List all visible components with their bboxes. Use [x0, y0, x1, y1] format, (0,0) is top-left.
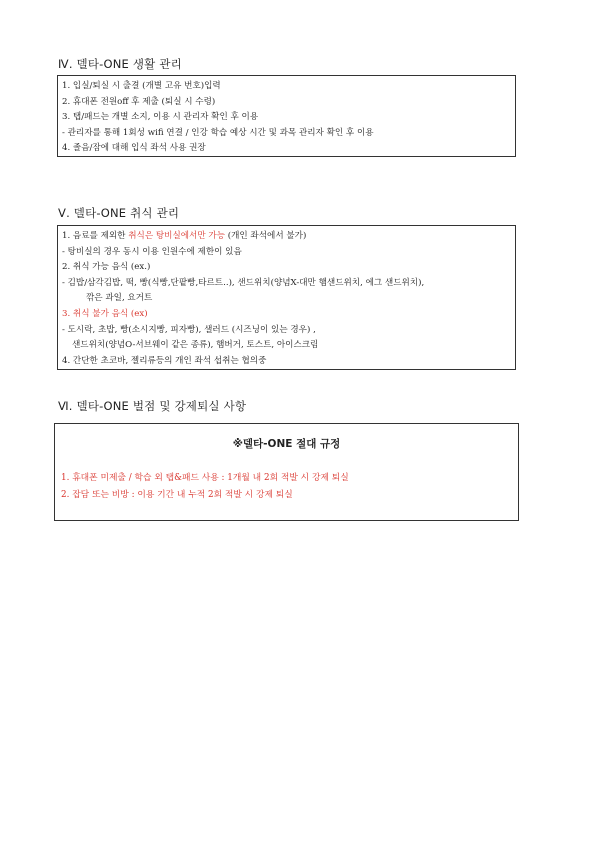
section-4-line-1: 1. 입실/퇴실 시 출결 (개별 고유 번호)입력 [62, 81, 221, 91]
section-4-line-2: 2. 휴대폰 전원off 후 제출 (퇴실 시 수령) [62, 96, 216, 107]
line-1-highlight: 취식은 탕비실에서만 가능 [128, 231, 225, 241]
section-5-line-2: - 탕비실의 경우 동시 이용 인원수에 제한이 있음 [62, 246, 242, 257]
section-5-line-4: - 김밥/삼각김밥, 떡, 빵(식빵,단팥빵,타르트..), 샌드위치(양념X-대만 햄샌드위치, 에그 샌드위치), [62, 277, 425, 288]
section-5-title: Ⅴ. 델타-ONE 취식 관리 [58, 206, 180, 220]
rule-1: 1. 휴대폰 미제출 / 학습 외 탭&패드 사용 : 1개월 내 2회 적발 시 강제 퇴실 [61, 473, 349, 483]
section-5-line-6: 3. 취식 불가 음식 (ex) [62, 308, 148, 319]
section-4-title: Ⅳ. 델타-ONE 생활 관리 [58, 57, 182, 71]
section-5-line-7: - 도시락, 초밥, 빵(소시지빵, 피자빵), 샐러드 (시즈닝이 있는 경우) , [62, 324, 316, 335]
section-5-line-9: 4. 간단한 초코바, 젤리류등의 개인 좌석 섭취는 협의중 [62, 355, 267, 366]
section-5-line-3: 2. 취식 가능 음식 (ex.) [62, 262, 151, 273]
section-6-title: Ⅵ. 델타-ONE 벌점 및 강제퇴실 사항 [58, 399, 247, 413]
section-5-line-5: 깎은 과일, 요거트 [86, 293, 153, 304]
section-4-line-4: - 관리자를 통해 1회성 wifi 연결 / 인강 학습 예상 시간 및 과목 관리자 확인 후 이용 [62, 127, 374, 138]
section-4-line-5: 4. 졸음/잠에 대해 입식 좌석 사용 권장 [62, 143, 206, 154]
rules-box [54, 423, 519, 521]
line-1-prefix: 1. 음료를 제외한 [62, 231, 129, 241]
section-4-box [57, 75, 516, 157]
rules-box-title: ※델타-ONE 절대 규정 [232, 438, 341, 450]
line-1-suffix: (개인 좌석에서 불가) [225, 231, 307, 241]
rule-2: 2. 잡담 또는 비방 : 이용 기간 내 누적 2회 적발 시 강제 퇴실 [61, 490, 293, 500]
section-5-line-8: 샌드위치(양념O-서브웨이 같은 종류), 햄버거, 토스트, 아이스크림 [72, 340, 319, 351]
section-4-line-3: 3. 탭/패드는 개별 소지, 이용 시 관리자 확인 후 이용 [62, 112, 259, 123]
section-5-box [57, 225, 516, 370]
section-5-line-1 [58, 229, 515, 245]
